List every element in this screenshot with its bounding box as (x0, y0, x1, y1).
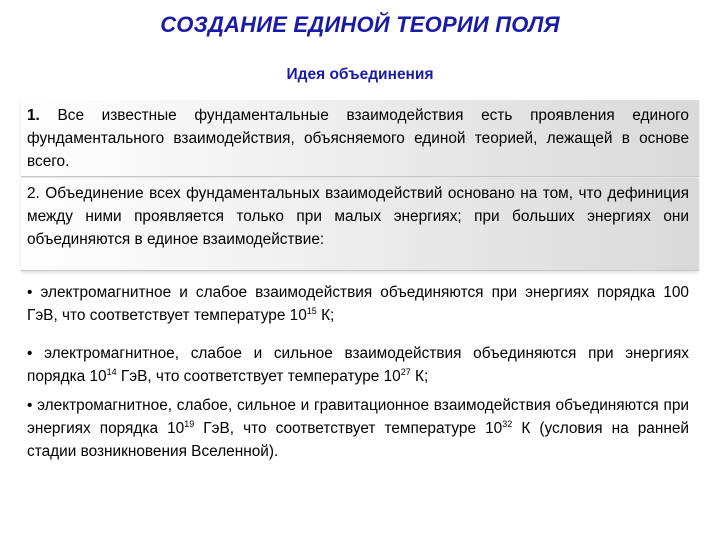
bullet-2-exponent-temperature: 27 (400, 367, 411, 377)
slide-title: СОЗДАНИЕ ЕДИНОЙ ТЕОРИИ ПОЛЯ (160, 12, 560, 37)
bullet-3-exponent-temperature: 32 (502, 419, 513, 429)
bullet-item-2 (27, 342, 689, 388)
bullet-3-text: • электромагнитное, слабое, сильное и гравитационное взаимодействия объединяются при энергиях порядка 10 (27, 397, 689, 437)
bullet-item-3 (27, 394, 689, 463)
paragraph-2: 2. Объединение всех фундаментальных взаимодействий основано на том, что дефиниция между ними проявляется только при малых энергиях; при больших энергиях они объединяются в единое взаимодействие: (27, 185, 689, 248)
bullet-3-exponent-energy: 19 (184, 419, 195, 429)
paragraph-1-number: 1. (27, 107, 40, 124)
bullet-2-middle: ГэВ, что соответствует температуре 10 (116, 368, 401, 385)
bullet-2-tail: К; (410, 368, 429, 385)
bullet-2-text: • электромагнитное, слабое и сильное взаимодействия объединяются при энергиях порядка 10 (27, 345, 689, 385)
bullet-3-tail: К (условия на ранней стадии возникновения Вселенной). (27, 420, 689, 460)
bullet-2-exponent-energy: 14 (106, 367, 117, 377)
bullet-item-1 (27, 281, 689, 327)
bullet-1-exponent: 15 (306, 306, 317, 316)
slide-subtitle: Идея объединения (286, 66, 434, 83)
bullet-1-text: • электромагнитное и слабое взаимодействия объединяются при энергиях порядка 100 ГэВ, что соответствует температуре 10 (27, 284, 689, 324)
bullet-1-tail: К; (316, 307, 335, 324)
bullet-3-middle: ГэВ, что соответствует температуре 10 (194, 420, 503, 437)
paragraph-1 (27, 104, 689, 174)
paragraph-1-text: Все известные фундаментальные взаимодействия есть проявления единого фундаментального взаимодействия, объясняемого единой теорией, лежащей в основе всего. (27, 107, 689, 170)
